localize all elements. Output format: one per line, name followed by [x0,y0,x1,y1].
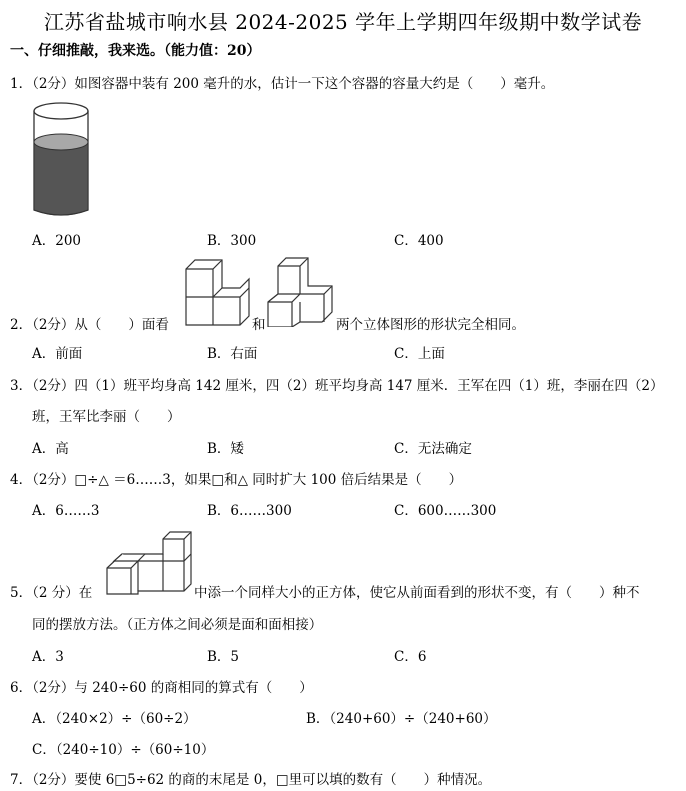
q2-option-b: B．右面 [207,346,258,362]
q3-option-a: A．高 [32,441,69,457]
q4-option-b: B．6……300 [207,503,292,519]
q3-option-c: C．无法确定 [394,441,472,457]
cube-figure-step-shape [266,257,334,327]
question-7-stem: 7．（2分）要使 6□5÷62 的商的末尾是 0，□里可以填的数有（ ）种情况。 [10,772,492,788]
q2-option-a: A．前面 [32,346,83,362]
cylinder-container-figure [32,102,92,220]
q3-option-b: B．矮 [207,441,244,457]
q6-option-a: A．（240×2）÷（60÷2） [32,711,197,727]
q5-option-b: B．5 [207,649,240,665]
question-5-stem-post: 中添一个同样大小的正方体，使它从前面看到的形状不变，有（ ）种不 [194,585,640,601]
q1-option-b: B．300 [207,233,257,249]
q6-option-b: B．（240+60）÷（240+60） [306,711,497,727]
question-2-stem-pre: 2．（2分）从（ ）面看 [10,317,169,333]
question-5-stem-pre: 5．（2 分）在 [10,585,93,601]
question-1-stem: 1．（2分）如图容器中装有 200 毫升的水，估计一下这个容器的容量大约是（ ）毫升。 [10,76,555,92]
cube-figure-four-cubes [106,528,194,596]
question-3-stem-line2: 班，王军比李丽（ ） [32,409,181,425]
question-2-stem-mid: 和 [252,317,266,333]
question-6-stem: 6．（2分）与 240÷60 的商相同的算式有（ ） [10,680,313,696]
q4-option-c: C．600……300 [394,503,497,519]
cube-figure-l-shape [185,259,251,327]
q5-option-c: C．6 [394,649,427,665]
q5-option-a: A．3 [32,649,64,665]
q6-option-c: C．（240÷10）÷（60÷10） [32,742,215,758]
question-5-stem-line2: 同的摆放方法。（正方体之间必须是面和面相接） [32,617,323,633]
question-3-stem-line1: 3．（2分）四（1）班平均身高 142 厘米，四（2）班平均身高 147 厘米．王军在四（1）班，李丽在四（2） [10,378,664,394]
question-4-stem: 4．（2分）□÷△ ＝6……3，如果□和△ 同时扩大 100 倍后结果是（ ） [10,472,463,488]
q1-option-c: C．400 [394,233,444,249]
question-2-stem-post: 两个立体图形的形状完全相同。 [336,317,525,333]
page-title: 江苏省盐城市响水县 2024-2025 学年上学期四年级期中数学试卷 [43,10,643,34]
q4-option-a: A．6……3 [32,503,100,519]
section-heading: 一、仔细推敲，我来选。（能力值：20） [10,43,261,59]
q2-option-c: C．上面 [394,346,445,362]
q1-option-a: A．200 [32,233,82,249]
